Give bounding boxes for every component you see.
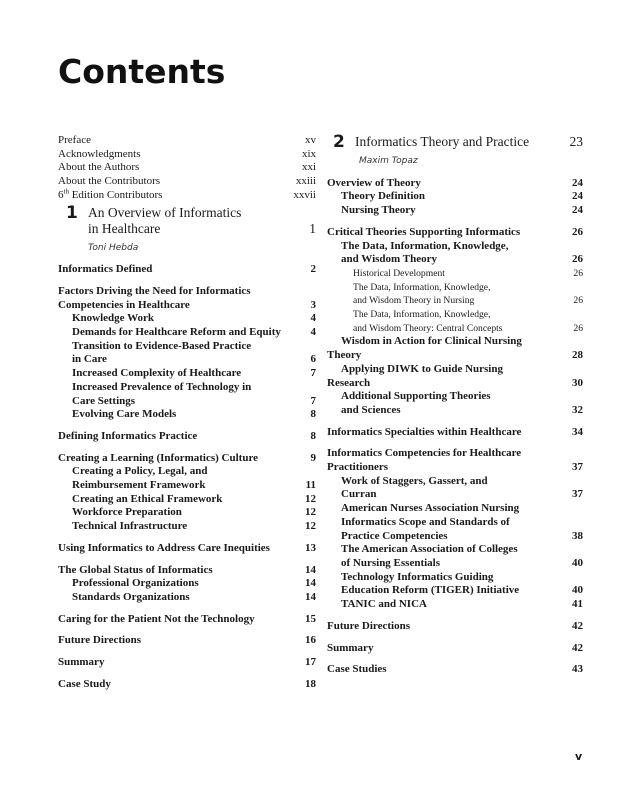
toc-entry-label: The Data, Information, Knowledge, [353,281,491,293]
toc-entry-label: Work of Staggers, Gassert, and [341,474,488,487]
toc-entry-label: Defining Informatics Practice [58,429,198,442]
toc-entry[interactable] [58,340,316,354]
toc-entry-label: Informatics Specialties within Healthcare [327,425,522,438]
toc-entry-label: Critical Theories Supporting Informatics [327,225,521,238]
toc-entry[interactable] [327,377,583,391]
toc-entry[interactable] [327,177,583,191]
toc-entry[interactable] [327,390,583,404]
toc-entry-page: 14 [305,590,316,603]
toc-entry[interactable] [327,584,583,598]
toc-entry[interactable] [58,367,316,381]
toc-entry-label: Transition to Evidence-Based Practice [72,339,252,352]
toc-entry[interactable] [58,381,316,395]
toc-entry[interactable] [58,591,316,605]
toc-entry-label: Competencies in Healthcare [58,298,190,311]
toc-entry-label: Practice Competencies [341,529,448,542]
toc-entry-page: 9 [310,451,316,464]
toc-entry[interactable] [327,204,583,218]
toc-entry-label [58,189,293,203]
toc-entry[interactable] [58,542,316,556]
toc-entry[interactable] [327,404,583,418]
toc-entry[interactable] [58,577,316,591]
toc-entry-page: 26 [572,225,583,238]
toc-entry[interactable] [327,475,583,489]
toc-entry[interactable] [58,263,316,277]
toc-entry-preface[interactable] [58,134,316,148]
toc-entry-page: 40 [572,584,583,597]
toc-entry-label: Workforce Preparation [72,506,182,519]
toc-entry-label: Additional Supporting Theories [341,390,491,403]
toc-entry-label: Theory Definition [341,190,426,203]
toc-entry-page: 34 [572,425,583,438]
toc-entry-label: Research [327,376,371,389]
toc-entry[interactable] [58,452,316,466]
toc-entry-page: 40 [572,556,583,569]
toc-entry[interactable] [58,479,316,493]
toc-entry-label: Theory [327,349,362,362]
toc-entry-label: Knowledge Work [72,312,155,325]
toc-entry-label: Creating an Ethical Framework [72,492,223,505]
toc-entry-edition-contributors[interactable] [58,189,316,203]
chapter-title: Informatics Theory and Practice [355,134,530,149]
toc-entry-page: xv [305,134,316,146]
toc-entry-label: Creating a Learning (Informatics) Culture [58,451,259,464]
toc-entry-label: Summary [327,641,374,654]
chapter-page: 23 [569,134,583,149]
toc-entry-label: Care Settings [72,394,136,407]
toc-entry-label: Overview of Theory [327,176,421,189]
edition-suffix: th [63,187,69,196]
toc-entry-page: 16 [305,634,316,647]
toc-entry-page: 41 [572,598,583,611]
toc-entry-page: 42 [572,641,583,654]
toc-entry[interactable] [327,190,583,204]
toc-left-column [58,134,316,692]
toc-entry[interactable] [327,447,583,461]
toc-entry-page: 37 [572,488,583,501]
toc-entry-label: Practitioners [327,461,389,474]
toc-entry[interactable] [327,349,583,363]
toc-entry-acknowledgments[interactable] [58,148,316,162]
toc-entry-label: Nursing Theory [341,204,416,217]
toc-entry-page: 13 [305,541,316,554]
toc-entry-page: xxi [301,161,316,174]
toc-entry[interactable] [327,267,583,281]
toc-entry-page: 3 [310,298,316,311]
toc-entry[interactable] [58,430,316,444]
toc-entry[interactable] [327,426,583,440]
toc-entry-page: 24 [572,176,583,189]
toc-entry-page: 18 [305,677,316,690]
toc-entry[interactable] [58,285,316,299]
toc-entry[interactable] [327,543,583,557]
toc-entry-about-contributors[interactable] [58,175,316,189]
toc-entry[interactable] [58,634,316,648]
toc-entry-page: 32 [572,403,583,416]
toc-entry-label: Education Reform (TIGER) Initiative [341,584,520,597]
toc-entry[interactable] [58,353,316,367]
toc-entry-page: 37 [572,461,583,474]
toc-entry-label: Caring for the Patient Not the Technology [58,612,255,625]
toc-entry-label: Future Directions [327,619,410,632]
toc-entry-page: 7 [310,367,316,380]
toc-entry-label: Acknowledgments [58,147,141,160]
toc-entry[interactable] [327,308,583,322]
toc-entry-label: Curran [341,488,377,501]
toc-entry-page: 2 [310,263,316,276]
toc-entry[interactable] [327,620,583,634]
chapter-number: 2 [333,132,345,152]
toc-entry[interactable] [58,656,316,670]
toc-entry-label: Using Informatics to Address Care Inequities [58,541,270,554]
toc-entry-label: of Nursing Essentials [341,556,441,569]
toc-entry-page: 28 [572,349,583,362]
toc-entry-label: Informatics Competencies for Healthcare [327,447,522,460]
toc-entry-label: American Nurses Association Nursing [341,502,520,515]
toc-entry[interactable] [58,613,316,627]
toc-entry-label: Factors Driving the Need for Informatics [58,284,251,297]
toc-entry-label: Increased Complexity of Healthcare [72,367,242,380]
toc-entry-label: and Wisdom Theory: Central Concepts [353,322,503,334]
toc-entry-page: 4 [310,326,316,339]
toc-entry-page: xix [301,147,316,160]
toc-entry[interactable] [327,663,583,677]
page-title: Contents [58,52,226,91]
toc-entry[interactable] [58,564,316,578]
toc-entry-page: 6 [310,353,316,366]
toc-entry[interactable] [58,506,316,520]
toc-entry-label: and Wisdom Theory in Nursing [353,295,475,307]
toc-entry[interactable] [327,322,583,336]
toc-entry[interactable] [58,299,316,313]
chapter-author: Toni Hebda [88,242,139,253]
toc-entry-page: 17 [305,656,316,669]
toc-entry[interactable] [58,493,316,507]
edition-label-rest: Edition Contributors [68,188,163,201]
chapter-number: 1 [66,202,78,223]
edition-number: 6 [58,188,64,201]
toc-entry-page: 26 [572,253,583,266]
toc-entry-page: 43 [572,663,583,676]
toc-entry[interactable] [327,294,583,308]
toc-entry-label: The American Association of Colleges [341,543,518,556]
toc-entry-page: 38 [572,529,583,542]
toc-entry-label: and Sciences [341,403,401,416]
page-number: v [575,750,583,763]
toc-entry[interactable] [58,678,316,692]
chapter-title-line-1: An Overview of Informatics [88,204,242,220]
toc-entry-label: The Data, Information, Knowledge, [353,309,491,321]
toc-entry-page: 26 [573,322,583,334]
toc-entry-label: Evolving Care Models [72,408,177,421]
toc-entry-page: 14 [305,563,316,576]
toc-entry-label: Historical Development [353,267,445,279]
toc-entry-page: xxiii [295,175,316,188]
toc-entry-page: 26 [573,267,583,279]
toc-entry-label: Wisdom in Action for Clinical Nursing [341,335,522,348]
toc-entry-label: Applying DIWK to Guide Nursing [341,362,503,375]
toc-entry[interactable] [58,312,316,326]
toc-entry-label: Increased Prevalence of Technology in [72,380,252,393]
toc-entry-label: Technology Informatics Guiding [341,570,494,583]
chapter-1-heading[interactable] [58,202,316,237]
toc-entry-label: Demands for Healthcare Reform and Equity [72,326,281,339]
toc-entry[interactable] [58,326,316,340]
toc-right-column [327,134,583,677]
toc-entry-page: 12 [305,492,316,505]
toc-entry-label: Reimbursement Framework [72,479,206,492]
toc-entry-label: The Global Status of Informatics [58,563,213,576]
toc-entry[interactable] [327,502,583,516]
toc-entry-label: About the Authors [58,161,140,174]
toc-entry-page: 24 [572,204,583,217]
toc-entry-page: 24 [572,190,583,203]
toc-entry-page: 8 [310,408,316,421]
toc-entry[interactable] [327,281,583,295]
toc-entry[interactable] [327,598,583,612]
toc-entry-label: Future Directions [58,634,141,647]
toc-entry-label: The Data, Information, Knowledge, [341,239,509,252]
toc-entry[interactable] [327,488,583,502]
toc-entry-page: 8 [310,429,316,442]
toc-entry-page: 30 [572,376,583,389]
toc-entry-label: Summary [58,656,105,669]
toc-entry-page: 11 [305,479,316,492]
toc-entry-label: Informatics Scope and Standards of [341,515,510,528]
toc-entry[interactable] [327,516,583,530]
toc-entry-page: 14 [305,577,316,590]
toc-entry-page: 7 [310,394,316,407]
toc-entry[interactable] [58,465,316,479]
toc-entry[interactable] [58,395,316,409]
toc-entry[interactable] [327,240,583,254]
toc-entry-label: Preface [58,134,91,146]
toc-entry-page: 12 [305,520,316,533]
toc-entry-label: Technical Infrastructure [72,520,188,533]
toc-entry-label: TANIC and NICA [341,598,427,611]
toc-entry-page: 15 [305,612,316,625]
toc-entry[interactable] [327,253,583,267]
chapter-author: Maxim Topaz [359,156,418,166]
toc-entry-label: and Wisdom Theory [341,253,437,266]
toc-entry-label: Standards Organizations [72,590,190,603]
toc-entry[interactable] [327,226,583,240]
toc-entry[interactable] [327,335,583,349]
toc-entry[interactable] [327,571,583,585]
toc-entry-label: Informatics Defined [58,263,153,276]
toc-entry-page: 42 [572,619,583,632]
chapter-2-heading[interactable] [327,134,583,151]
toc-entry-label: in Care [72,353,107,366]
toc-entry-page: xxvii [293,188,316,201]
chapter-page: 1 [309,220,316,236]
toc-entry[interactable] [327,642,583,656]
toc-entry[interactable] [58,520,316,534]
toc-entry[interactable] [327,461,583,475]
toc-entry-label: Case Studies [327,663,387,676]
toc-entry[interactable] [58,408,316,422]
toc-entry-label: Professional Organizations [72,577,199,590]
toc-entry-page: 4 [310,312,316,325]
toc-entry-about-authors[interactable] [58,161,316,175]
chapter-title-line-2: in Healthcare [88,220,161,236]
toc-entry-page: 12 [305,506,316,519]
toc-entry-label: Case Study [58,677,111,690]
toc-entry[interactable] [327,363,583,377]
toc-entry-label: Creating a Policy, Legal, and [72,465,208,478]
toc-entry-label: About the Contributors [58,175,161,188]
chapter-title [88,205,309,237]
toc-entry[interactable] [327,557,583,571]
toc-entry[interactable] [327,530,583,544]
toc-entry-page: 26 [573,295,583,307]
